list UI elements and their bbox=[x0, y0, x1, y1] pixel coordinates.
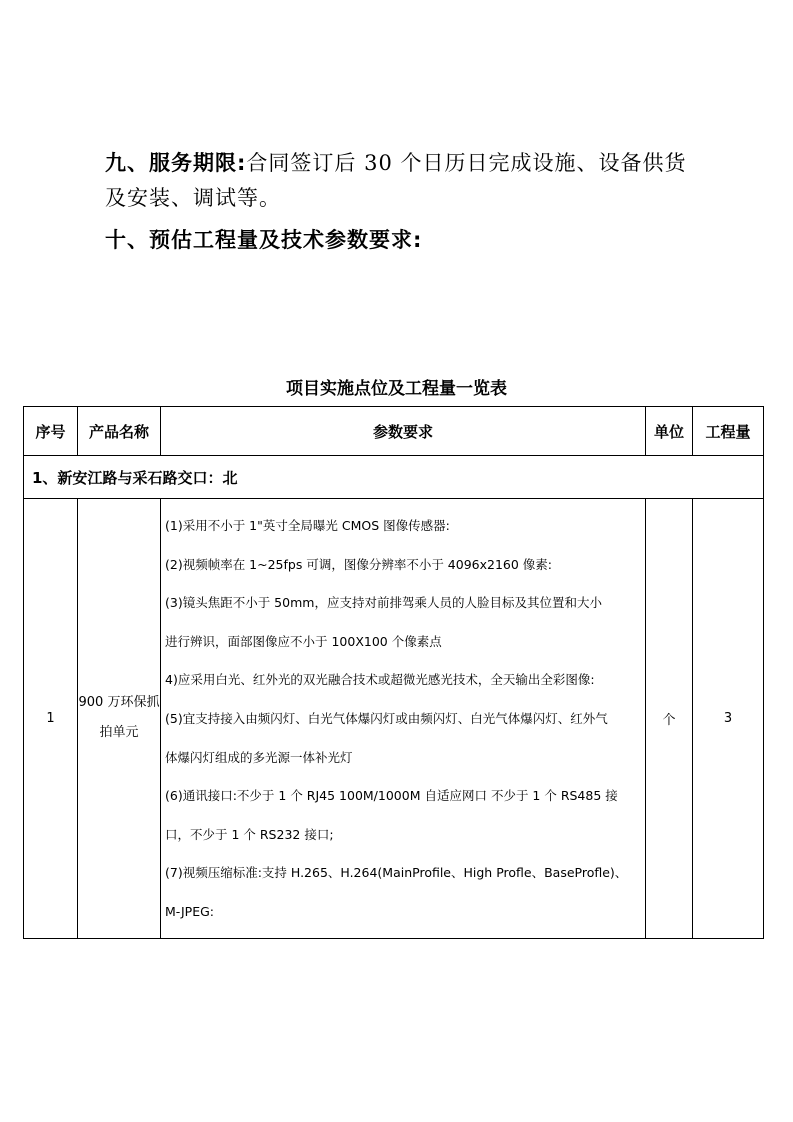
param-line: (3)镜头焦距不小于 50mm，应支持对前排驾乘人员的人脸目标及其位置和大小 bbox=[165, 595, 602, 611]
param-line: 口，不少于 1 个 RS232 接口; bbox=[165, 826, 334, 842]
service-period-label: 九、服务期限: bbox=[105, 151, 247, 175]
header-name: 产品名称 bbox=[78, 407, 161, 456]
row-product-name: 900 万环保抓拍单元 bbox=[78, 499, 161, 939]
param-line: (5)宜支持接入由频闪灯、白光气体爆闪灯或由频闪灯、白光气体爆闪灯、红外气 bbox=[165, 710, 608, 726]
table-title: 项目实施点位及工程量一览表 bbox=[286, 379, 507, 399]
service-period-paragraph bbox=[105, 146, 705, 216]
param-line: (6)通讯接口:不少于 1 个 RJ45 100M/1000M 自适应网口 不少于 1 个 RS485 接 bbox=[165, 788, 618, 804]
table-row bbox=[24, 499, 764, 939]
header-params: 参数要求 bbox=[161, 407, 646, 456]
service-period-text: 合同签订后 30 个日历日完成设施、设备供货及安装、调试等。 bbox=[105, 151, 687, 210]
param-line: 4)应采用白光、红外光的双光融合技术或超微光感光技术，全天输出全彩图像: bbox=[165, 672, 595, 688]
row-qty: 3 bbox=[693, 499, 764, 939]
section-row bbox=[24, 456, 764, 499]
row-unit: 个 bbox=[646, 499, 693, 939]
row-params bbox=[161, 499, 646, 939]
table-header-row bbox=[24, 407, 764, 456]
header-seq: 序号 bbox=[24, 407, 78, 456]
param-line: 体爆闪灯组成的多光源一体补光灯 bbox=[165, 749, 353, 765]
header-qty: 工程量 bbox=[693, 407, 764, 456]
section-title: 1、新安江路与采石路交口：北 bbox=[24, 456, 764, 499]
param-line: (1)采用不小于 1"英寸全局曝光 CMOS 图像传感器: bbox=[165, 518, 450, 533]
row-seq: 1 bbox=[24, 499, 78, 939]
workload-heading: 十、预估工程量及技术参数要求: bbox=[105, 228, 423, 252]
param-line: 进行辨识，面部图像应不小于 100X100 个像素点 bbox=[165, 633, 442, 649]
header-unit: 单位 bbox=[646, 407, 693, 456]
project-table bbox=[23, 406, 764, 939]
param-line: M-JPEG: bbox=[165, 903, 215, 919]
param-line: (7)视频压缩标准:支持 H.265、H.264(MainProfile、High Profle、BaseProfle)、 bbox=[165, 865, 628, 881]
param-line: (2)视频帧率在 1~25fps 可调，图像分辨率不小于 4096x2160 像素: bbox=[165, 556, 553, 572]
